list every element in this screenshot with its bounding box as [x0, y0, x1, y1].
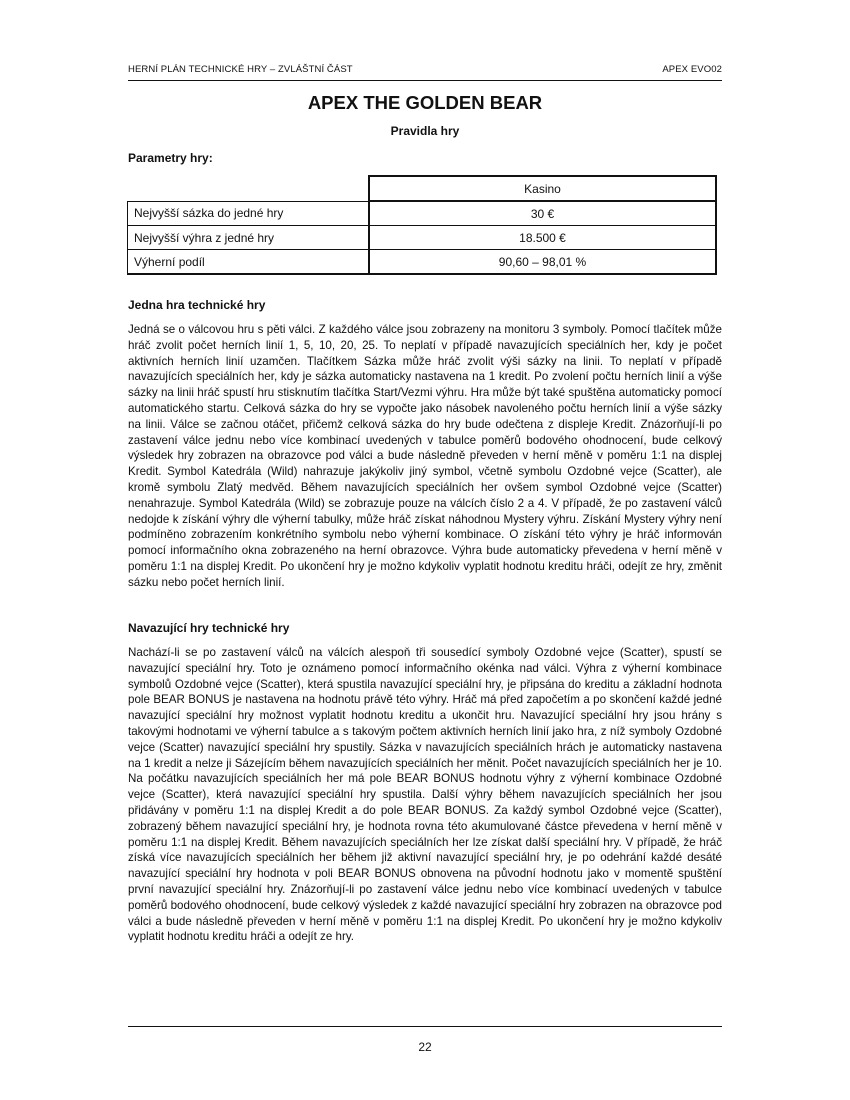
params-table-corner [128, 176, 370, 201]
params-table-header-row [128, 176, 717, 201]
param-label: Nejvyšší sázka do jedné hry [128, 201, 370, 226]
param-value: 90,60 – 98,01 % [369, 250, 716, 275]
section-text-bonus-games: Nachází-li se po zastavení válců na válcích alespoň tři sousedící symboly Ozdobné vejce (Scatter), spustí se navazující speciální hry. Toto je oznámeno pomocí informačního okénka nad válci. Výhra z výherní kombinace symbolů Ozdobné vejce (Scatter), která spustila navazující speciální hry, je připsána do kreditu a základní hodnota pole BEAR BONUS je nastavena na hodnotu právě této výhry. Hráč má před započetím a po skončení každé jedné navazující speciální hry možnost vyplatit hodnotu kreditu a ukončit hru. Navazující speciální hry jsou hrány s takovými hodnotami ve výherní tabulce a s takovým počtem aktivních herních linií jako hra, z níž symboly Ozdobné vejce (Scatter) navazující speciální hry spustily. Sázka v navazujících speciálních hrách je automaticky nastavena na 1 kredit a nelze ji Sázejícím během navazujících speciálních her měnit. Počet navazujících speciálních her je 10. Na počátku navazujících speciálních her má pole BEAR BONUS hodnotu výhry z výherní kombinace Ozdobné vejce (Scatter), která navazující speciální hry spustila. Další výhry během navazujících speciálních her jsou přidávány v poměru 1:1 na displej Kredit a do pole BEAR BONUS. Za každý symbol Ozdobné vejce (Scatter), zobrazený během navazující speciální hry, je hodnota rovna této akumulované částce převedena v herní měně v poměru 1:1 na displej Kredit. Během navazujících speciálních her lze získat další speciální hry. V případě, že hráč získá více navazujících speciálních her během již aktivní navazující speciální hry, je po odehrání každé desáté navazující speciální hry hodnota v poli BEAR BONUS obnovena na původní hodnotu jako v momentě spuštění první navazující speciální hry. Znázorňují-li po zastavení válce jednu nebo více kombinací uvedených v tabulce poměrů bodového ohodnocení, bude celkový výsledek z každé navazující speciální hry zobrazen na obrazovce pod válci a bude následně převeden v herní měně v poměru 1:1 na displej Kredit. Po ukončení hry je možno kdykoliv vyplatit hodnotu kreditu hráči a odejít ze hry. [128, 646, 722, 944]
table-row [128, 201, 717, 226]
param-label: Nejvyšší výhra z jedné hry [128, 226, 370, 250]
param-label: Výherní podíl [128, 250, 370, 275]
section-heading-single-game: Jedna hra technické hry [128, 298, 266, 312]
table-row [128, 226, 717, 250]
params-table [127, 175, 717, 275]
param-value: 18.500 € [369, 226, 716, 250]
params-heading: Parametry hry: [128, 151, 213, 165]
section-text-single-game: Jedná se o válcovou hru s pěti válci. Z každého válce jsou zobrazeny na monitoru 3 symboly. Pomocí tlačítek může hráč zvolit počet herních linií 1, 5, 10, 20, 25. To neplatí v případě navazujících speciálních her, kdy je počet aktivních herních linií uzamčen. Tlačítkem Sázka může hráč zvolit výši sázky na linii. To neplatí v případě navazujících speciálních her, kdy je sázka automaticky nastavena na 1 kredit. Po zvolení počtu herních linií a výše sázky na linii hráč spustí hru stisknutím tlačítka Start/Vezmi výhru. Hra může být také spuštěna automaticky pomocí automatického startu. Celková sázka do hry se vypočte jako násobek navoleného počtu herních linií a výše sázky na linii. Válce se začnou otáčet, přičemž celková sázka do hry bude odečtena z displeje Kredit. Znázorňují-li po zastavení válce jednu nebo více kombinací uvedených v tabulce poměrů bodového ohodnocení, bude celkový výsledek hry zobrazen na obrazovce pod válci a bude následně převeden v herní měně v poměru 1:1 na displej Kredit. Symbol Katedrála (Wild) nahrazuje jakýkoliv jiný symbol, včetně symbolu Ozdobné vejce (Scatter), ale kromě symbolu Zlatý medvěd. Během navazujících speciálních her ovšem symbol Ozdobné vejce (Scatter) nenahrazuje. Symbol Katedrála (Wild) se zobrazuje pouze na válcích číslo 2 a 4. V případě, že po zastavení válců nedojde k získání výhry dle výherní tabulky, může hráč získat náhodnou Mystery výhru. Získání Mystery výhry není podmíněno zobrazením konkrétního symbolu nebo výherní kombinace. O získání této výhry je hráč informován pomocí informačního okna zobrazeného na herní obrazovce. Výhra bude automaticky převedena v herní měně v poměru 1:1 na displej Kredit. Po ukončení hry je možno kdykoliv vyplatit hodnotu kreditu hráči, odejít ze hry, změnit sázku nebo počet herních linií. [128, 323, 722, 589]
section-heading-bonus-games: Navazující hry technické hry [128, 621, 290, 635]
footer-divider [128, 1026, 722, 1027]
page-number: 22 [418, 1040, 432, 1054]
page-header [128, 64, 722, 75]
header-divider [128, 80, 722, 81]
header-right-text: APEX EVO02 [662, 64, 722, 75]
table-row [128, 250, 717, 275]
params-column-header: Kasino [369, 176, 716, 201]
header-left-text: HERNÍ PLÁN TECHNICKÉ HRY – ZVLÁŠTNÍ ČÁST [128, 64, 353, 75]
param-value: 30 € [369, 201, 716, 226]
document-title: APEX THE GOLDEN BEAR [307, 92, 543, 113]
document-subtitle: Pravidla hry [390, 124, 460, 138]
